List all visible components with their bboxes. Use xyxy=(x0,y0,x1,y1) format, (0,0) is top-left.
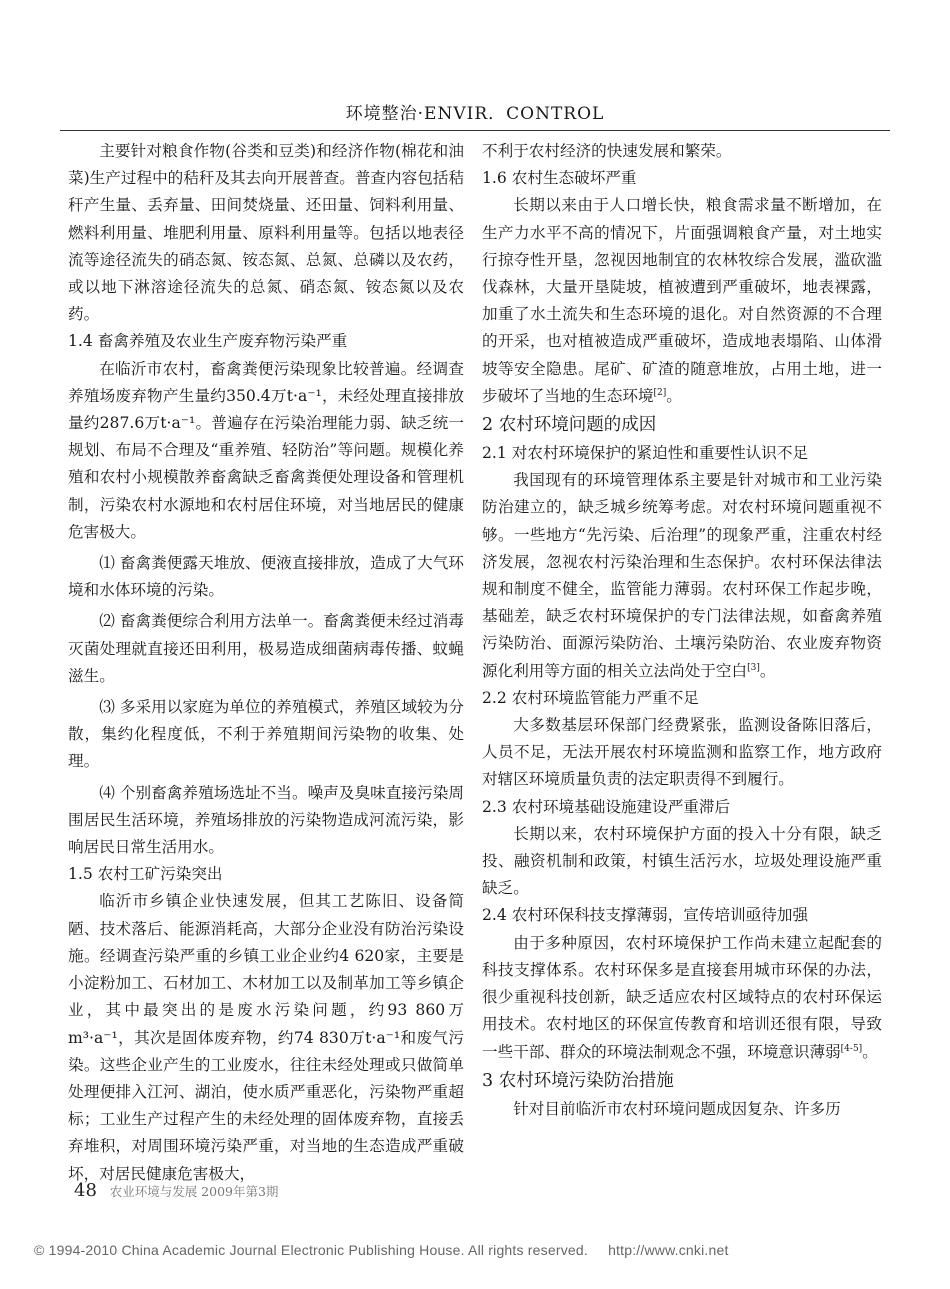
paragraph: 主要针对粮食作物(谷类和豆类)和经济作物(棉花和油菜)生产过程中的秸秆及其去向开展普查。普查内容包括秸秆产生量、丢弃量、田间焚烧量、还田量、饲料利用量、燃料利用量、堆肥利用量、原料利用量等。包括以地表径流等途径流失的硝态氮、铵态氮、总氮、总磷以及农药，或以地下淋溶途径流失的总氮、硝态氮、铵态氮以及农药。 xyxy=(68,142,464,324)
paragraph xyxy=(482,467,882,685)
paragraph: 长期以来，农村环境保护方面的投入十分有限，缺乏投、融资机制和政策，村镇生活污水，垃圾处理设施严重缺乏。 xyxy=(482,824,882,898)
list-item: ⑷ 个别畜禽养殖场选址不当。噪声及臭味直接污染周围居民生活环境，养殖场排放的污染物造成河流污染，影响居民日常生活用水。 xyxy=(68,783,464,857)
paragraph: 大多数基层环保部门经费紧张，监测设备陈旧落后，人员不足，无法开展农村环境监测和监察工作，地方政府对辖区环境质量负责的法定职责得不到履行。 xyxy=(482,716,882,789)
right-column xyxy=(482,138,882,1123)
section-heading-1-5: 1.5 农村工矿污染突出 xyxy=(68,865,223,884)
section-heading-3: 3 农村环境污染防治措施 xyxy=(482,1070,674,1091)
paragraph: 临沂市乡镇企业快速发展，但其工艺陈旧、设备简陋、技术落后、能源消耗高，大部分企业没有防治污染设施。经调查污染严重的乡镇工业企业约4 620家，主要是小淀粉加工、石材加工、木材加工以及制革加工等乡镇企业，其中最突出的是废水污染问题，约93 860万m³·a⁻¹，其次是固体废弃物，约74 830万t·a⁻¹和废气污染。这些企业产生的工业废水，往往未经处理或只做简单处理便排入江河、湖泊，使水质严重恶化，污染物严重超标；工业生产过程产生的未经处理的固体废弃物，直接丢弃堆积，对周围环境污染严重，对当地的生态造成严重破坏，对居民健康危害极大， xyxy=(68,892,464,1183)
journal-name: 农业环境与发展 2009年第3期 xyxy=(109,1184,279,1199)
citation: [4-5] xyxy=(840,1043,863,1054)
paragraph-end: 。 xyxy=(666,386,682,405)
cnki-link[interactable]: http://www.cnki.net xyxy=(608,1242,729,1258)
paragraph-end: 。 xyxy=(759,661,776,680)
list-item: ⑶ 多采用以家庭为单位的养殖模式，养殖区域较为分散，集约化程度低，不利于养殖期间污染物的收集、处理。 xyxy=(68,698,464,771)
copyright-notice xyxy=(34,1242,914,1258)
list-item: ⑴ 畜禽粪便露天堆放、便液直接排放，造成了大气环境和水体环境的污染。 xyxy=(68,554,464,600)
copyright-text: © 1994-2010 China Academic Journal Electronic Publishing House. All rights reserved. xyxy=(34,1242,588,1258)
paragraph xyxy=(482,930,882,1066)
section-heading-2-4: 2.4 农村环保科技支撑薄弱，宣传培训亟待加强 xyxy=(482,906,809,925)
section-heading-1-6: 1.6 农村生态破坏严重 xyxy=(482,169,637,188)
paragraph-text: 由于多种原因，农村环境保护工作尚未建立起配套的科技支撑体系。农村环保多是直接套用城市环保的办法，很少重视科技创新，缺乏适应农村区域特点的农村环保运用技术。农村地区的环保宣传教育和培训还很有限，导致一些干部、群众的环境法制观念不强，环境意识薄弱 xyxy=(482,933,882,1061)
paragraph: 不利于农村经济的快速发展和繁荣。 xyxy=(482,142,732,160)
paragraph xyxy=(482,192,882,410)
page-footer xyxy=(74,1180,278,1201)
section-heading-1-4: 1.4 畜禽养殖及农业生产废弃物污染严重 xyxy=(68,332,348,351)
running-header: 环境整治·ENVIR．CONTROL xyxy=(60,100,890,131)
paragraph: 在临沂市农村，畜禽粪便污染现象比较普遍。经调查养殖场废弃物产生量约350.4万t·a⁻¹，未经处理直接排放量约287.6万t·a⁻¹。普遍存在污染治理能力弱、缺乏统一规划、布局不合理及“重养殖、轻防治”等问题。规模化养殖和农村小规模散养畜禽缺乏畜禽粪便处理设备和管理机制，污染农村水源地和农村居住环境，对当地居民的健康危害极大。 xyxy=(68,359,464,541)
paragraph-text: 长期以来由于人口增长快，粮食需求量不断增加，在生产力水平不高的情况下，片面强调粮食产量，对土地实行掠夺性开垦，忽视因地制宜的农林牧综合发展，滥砍滥伐森林，大量开垦陡坡，植被遭到严重破坏，地表裸露，加重了水土流失和生态环境的退化。对自然资源的不合理的开采，也对植被造成严重破坏，造成地表塌陷、山体滑坡等安全隐患。尾矿、矿渣的随意堆放，占用土地，进一步破坏了当地的生态环境 xyxy=(482,196,882,405)
left-column xyxy=(68,138,464,1188)
paragraph-text: 我国现有的环境管理体系主要是针对城市和工业污染防治建立的，缺乏城乡统筹考虑。对农村环境问题重视不够。一些地方“先污染、后治理”的现象严重，注重农村经济发展，忽视农村污染治理和生态保护。农村环保法律法规和制度不健全，监管能力薄弱。农村环保工作起步晚，基础差，缺乏农村环境保护的专门法律法规，如畜禽养殖污染防治、面源污染防治、土壤污染防治、农业废弃物资源化利用等方面的相关立法尚处于空白 xyxy=(482,471,882,680)
citation: [2] xyxy=(653,387,667,398)
section-heading-2-3: 2.3 农村环境基础设施建设严重滞后 xyxy=(482,797,731,816)
paragraph-end: 。 xyxy=(862,1042,878,1061)
section-heading-2-2: 2.2 农村环境监管能力严重不足 xyxy=(482,688,699,707)
section-heading-2: 2 农村环境问题的成因 xyxy=(482,415,657,436)
page-number: 48 xyxy=(74,1180,97,1201)
citation: [3] xyxy=(747,662,760,673)
paragraph: 针对目前临沂市农村环境问题成因复杂、许多历 xyxy=(513,1099,841,1118)
section-heading-2-1: 2.1 对农村环境保护的紧迫性和重要性认识不足 xyxy=(482,444,809,463)
list-item: ⑵ 畜禽粪便综合利用方法单一。畜禽粪便未经过消毒灭菌处理就直接还田利用，极易造成细菌病毒传播、蚊蝇滋生。 xyxy=(68,612,464,685)
